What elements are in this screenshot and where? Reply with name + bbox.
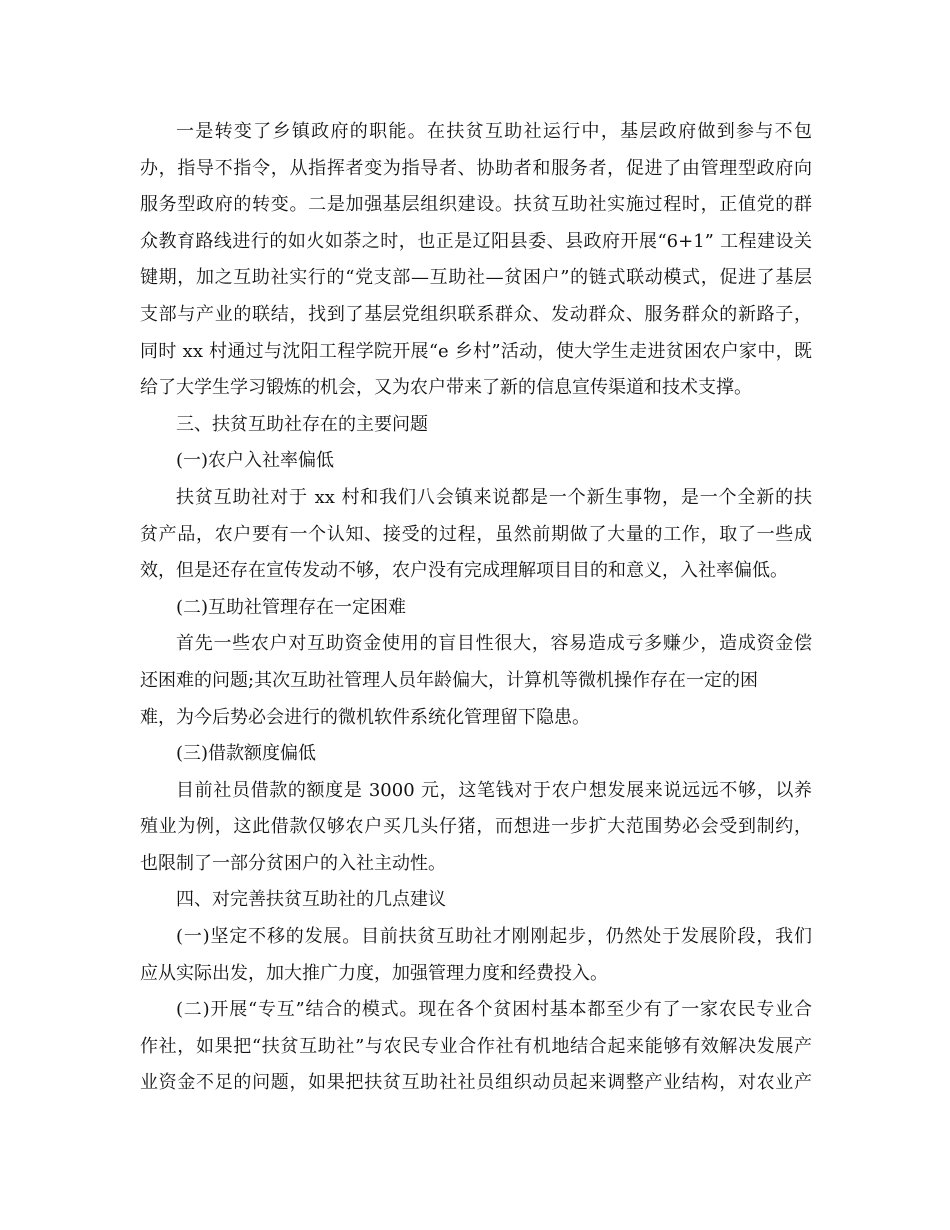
paragraph — [140, 773, 812, 883]
paragraph — [140, 992, 812, 1102]
text-line: 业资金不足的问题，如果把扶贫互助社社员组织动员起来调整产业结构，对农业产 — [140, 1072, 812, 1094]
text-line: 首先一些农户对互助资金使用的盲目性很大，容易造成亏多赚少，造成资金偿 — [176, 633, 812, 655]
text-line: 四、对完善扶贫互助社的几点建议 — [176, 889, 446, 911]
text-line: 办，指导不指令，从指挥者变为指导者、协助者和服务者，促进了由管理型政府向 — [140, 157, 812, 179]
text-line: 支部与产业的联结，找到了基层党组织联系群众、发动群众、服务群众的新路子， — [140, 303, 812, 325]
paragraph — [140, 480, 812, 590]
text-line: (二)开展“专互”结合的模式。现在各个贫困村基本都至少有了一家农民专业合 — [176, 999, 812, 1021]
paragraph — [140, 882, 812, 919]
paragraph — [140, 114, 812, 407]
text-line: 应从实际出发，加大推广力度，加强管理力度和经费投入。 — [140, 962, 608, 984]
text-line: 三、扶贫互助社存在的主要问题 — [176, 413, 428, 435]
text-line: 一是转变了乡镇政府的职能。在扶贫互助社运行中，基层政府做到参与不包 — [176, 121, 812, 142]
text-line: 殖业为例，这此借款仅够农户买几头仔猪，而想进一步扩大范围势必会受到制约， — [140, 816, 812, 838]
paragraph — [140, 590, 812, 627]
text-line: 目前社员借款的额度是 3000 元，这笔钱对于农户想发展来说远远不够，以养 — [176, 779, 812, 801]
text-line: 也限制了一部分贫困户的入社主动性。 — [140, 852, 446, 874]
text-line: (三)借款额度偏低 — [176, 743, 317, 765]
text-line: 难，为今后势必会进行的微机软件系统化管理留下隐患。 — [140, 706, 590, 728]
paragraph — [140, 919, 812, 992]
text-line: 服务型政府的转变。二是加强基层组织建设。扶贫互助社实施过程时，正值党的群 — [140, 194, 812, 216]
text-line: 效，但是还存在宣传发动不够，农户没有完成理解项目目的和意义，入社率偏低。 — [140, 560, 788, 582]
text-line: 给了大学生学习锻炼的机会，又为农户带来了新的信息宣传渠道和技术支撑。 — [140, 377, 752, 399]
text-line: (一)坚定不移的发展。目前扶贫互助社才刚刚起步，仍然处于发展阶段，我们 — [176, 926, 812, 948]
text-line: 键期，加之互助社实行的“党支部—互助社—贫困户”的链式联动模式，促进了基层 — [140, 267, 812, 289]
text-line: 众教育路线进行的如火如荼之时，也正是辽阳县委、县政府开展“6+1” 工程建设关 — [140, 230, 812, 252]
document-body — [140, 114, 812, 1102]
text-line: (二)互助社管理存在一定困难 — [176, 596, 407, 618]
text-line: 扶贫互助社对于 xx 村和我们八会镇来说都是一个新生事物，是一个全新的扶 — [176, 486, 812, 508]
paragraph — [140, 443, 812, 480]
text-line: 同时 xx 村通过与沈阳工程学院开展“e 乡村”活动，使大学生走进贫困农户家中，既 — [140, 340, 812, 362]
text-line: 贫产品，农户要有一个认知、接受的过程，虽然前期做了大量的工作，取了一些成 — [140, 523, 812, 545]
text-line: (一)农户入社率偏低 — [176, 450, 335, 472]
text-line: 作社，如果把“扶贫互助社”与农民专业合作社有机地结合起来能够有效解决发展产 — [140, 1035, 812, 1057]
paragraph — [140, 626, 812, 736]
paragraph — [140, 407, 812, 444]
paragraph — [140, 736, 812, 773]
text-line: 还困难的问题;其次互助社管理人员年龄偏大，计算机等微机操作存在一定的困 — [140, 669, 759, 691]
